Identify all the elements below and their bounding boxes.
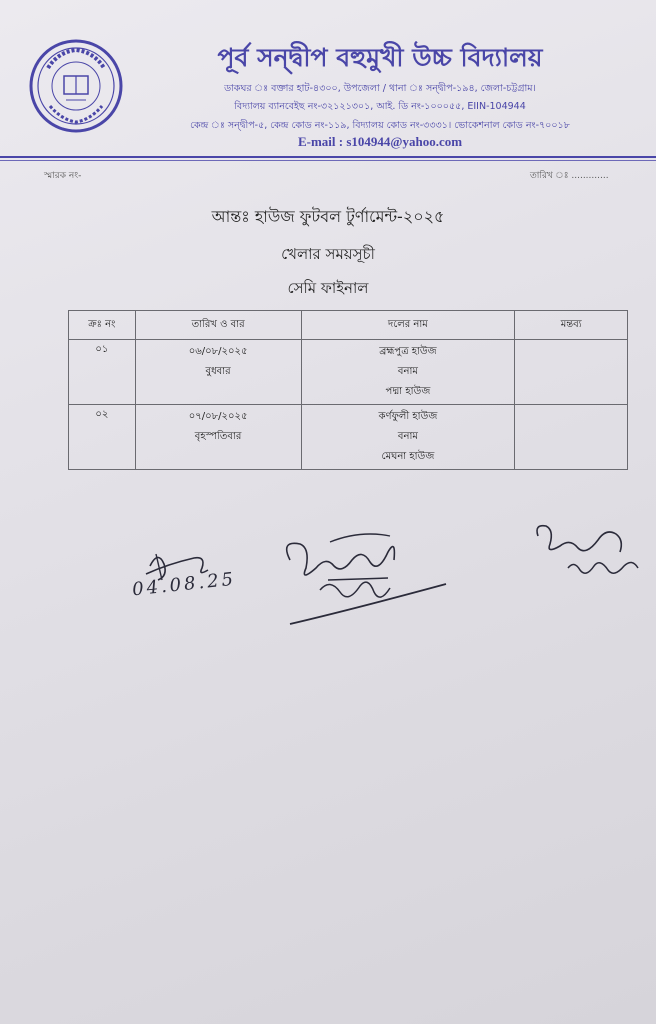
address-line-1: ডাকঘর ঃ বক্তার হাট-৪৩০০, উপজেলা / থানা ঃ সন্দ্বীপ-১৯৪, জেলা-চট্টগ্রাম। <box>224 83 536 94</box>
team-home: কর্ণফুলী হাউজ <box>378 411 438 422</box>
date-label: তারিখ ঃ ............. <box>530 171 609 181</box>
cell-date-day <box>135 405 301 470</box>
signature-left-date: 04.08.25 <box>131 568 237 601</box>
signature-headmaster <box>270 520 460 632</box>
cell-remarks <box>515 405 628 470</box>
versus-label: বনাম <box>397 431 418 442</box>
cell-serial: ০২ <box>69 405 136 470</box>
header-date-day: তারিখ ও বার <box>135 311 301 340</box>
schedule-title: খেলার সময়সূচী <box>281 245 375 263</box>
header-remarks: মন্তব্য <box>515 311 628 340</box>
cell-serial: ০১ <box>69 340 136 405</box>
match-day: বুধবার <box>205 366 231 377</box>
team-away: মেঘনা হাউজ <box>381 451 435 462</box>
match-date: ০৬/০৮/২০২৫ <box>188 346 248 357</box>
email-line: E-mail : s104944@yahoo.com <box>297 134 463 149</box>
team-away: পদ্মা হাউজ <box>385 386 431 397</box>
memo-number-label: স্মারক নং- <box>44 171 82 181</box>
school-seal-logo <box>28 38 124 134</box>
letterhead-divider <box>0 156 656 158</box>
round-title: সেমি ফাইনাল <box>287 279 369 297</box>
table-row <box>69 405 628 470</box>
cell-date-day <box>135 340 301 405</box>
table-header-row <box>69 311 628 340</box>
match-day: বৃহস্পতিবার <box>194 431 242 442</box>
signature-right <box>528 516 652 588</box>
school-name-heading: পূর্ব সন্দ্বীপ বহুমুখী উচ্চ বিদ্যালয় <box>217 43 543 72</box>
cell-teams <box>301 340 515 405</box>
schedule-table <box>68 310 628 470</box>
header-team-name: দলের নাম <box>301 311 515 340</box>
team-home: ব্রহ্মপুত্র হাউজ <box>379 346 437 357</box>
header-serial: ক্রঃ নং <box>69 311 136 340</box>
address-line-3: কেন্দ্র ঃ সন্দ্বীপ-৫, কেন্দ্র কোড নং-১১৯, বিদ্যালয় কোড নং-৩৩৩১। ভোকেশনাল কোড নং-৭০০১৮ <box>190 120 570 131</box>
address-line-2: বিদ্যালয় ব্যানবেইছ নং-৩২১২১৩০১, আই. ডি নং-১০০০৫৫, EIIN-104944 <box>234 101 526 112</box>
letterhead-divider-thin <box>0 160 656 161</box>
table-row <box>69 340 628 405</box>
cell-teams <box>301 405 515 470</box>
tournament-title: আন্তঃ হাউজ ফুটবল টুর্ণামেন্ট-২০২৫ <box>211 207 445 226</box>
cell-remarks <box>515 340 628 405</box>
match-date: ০৭/০৮/২০২৫ <box>188 411 248 422</box>
versus-label: বনাম <box>397 366 418 377</box>
